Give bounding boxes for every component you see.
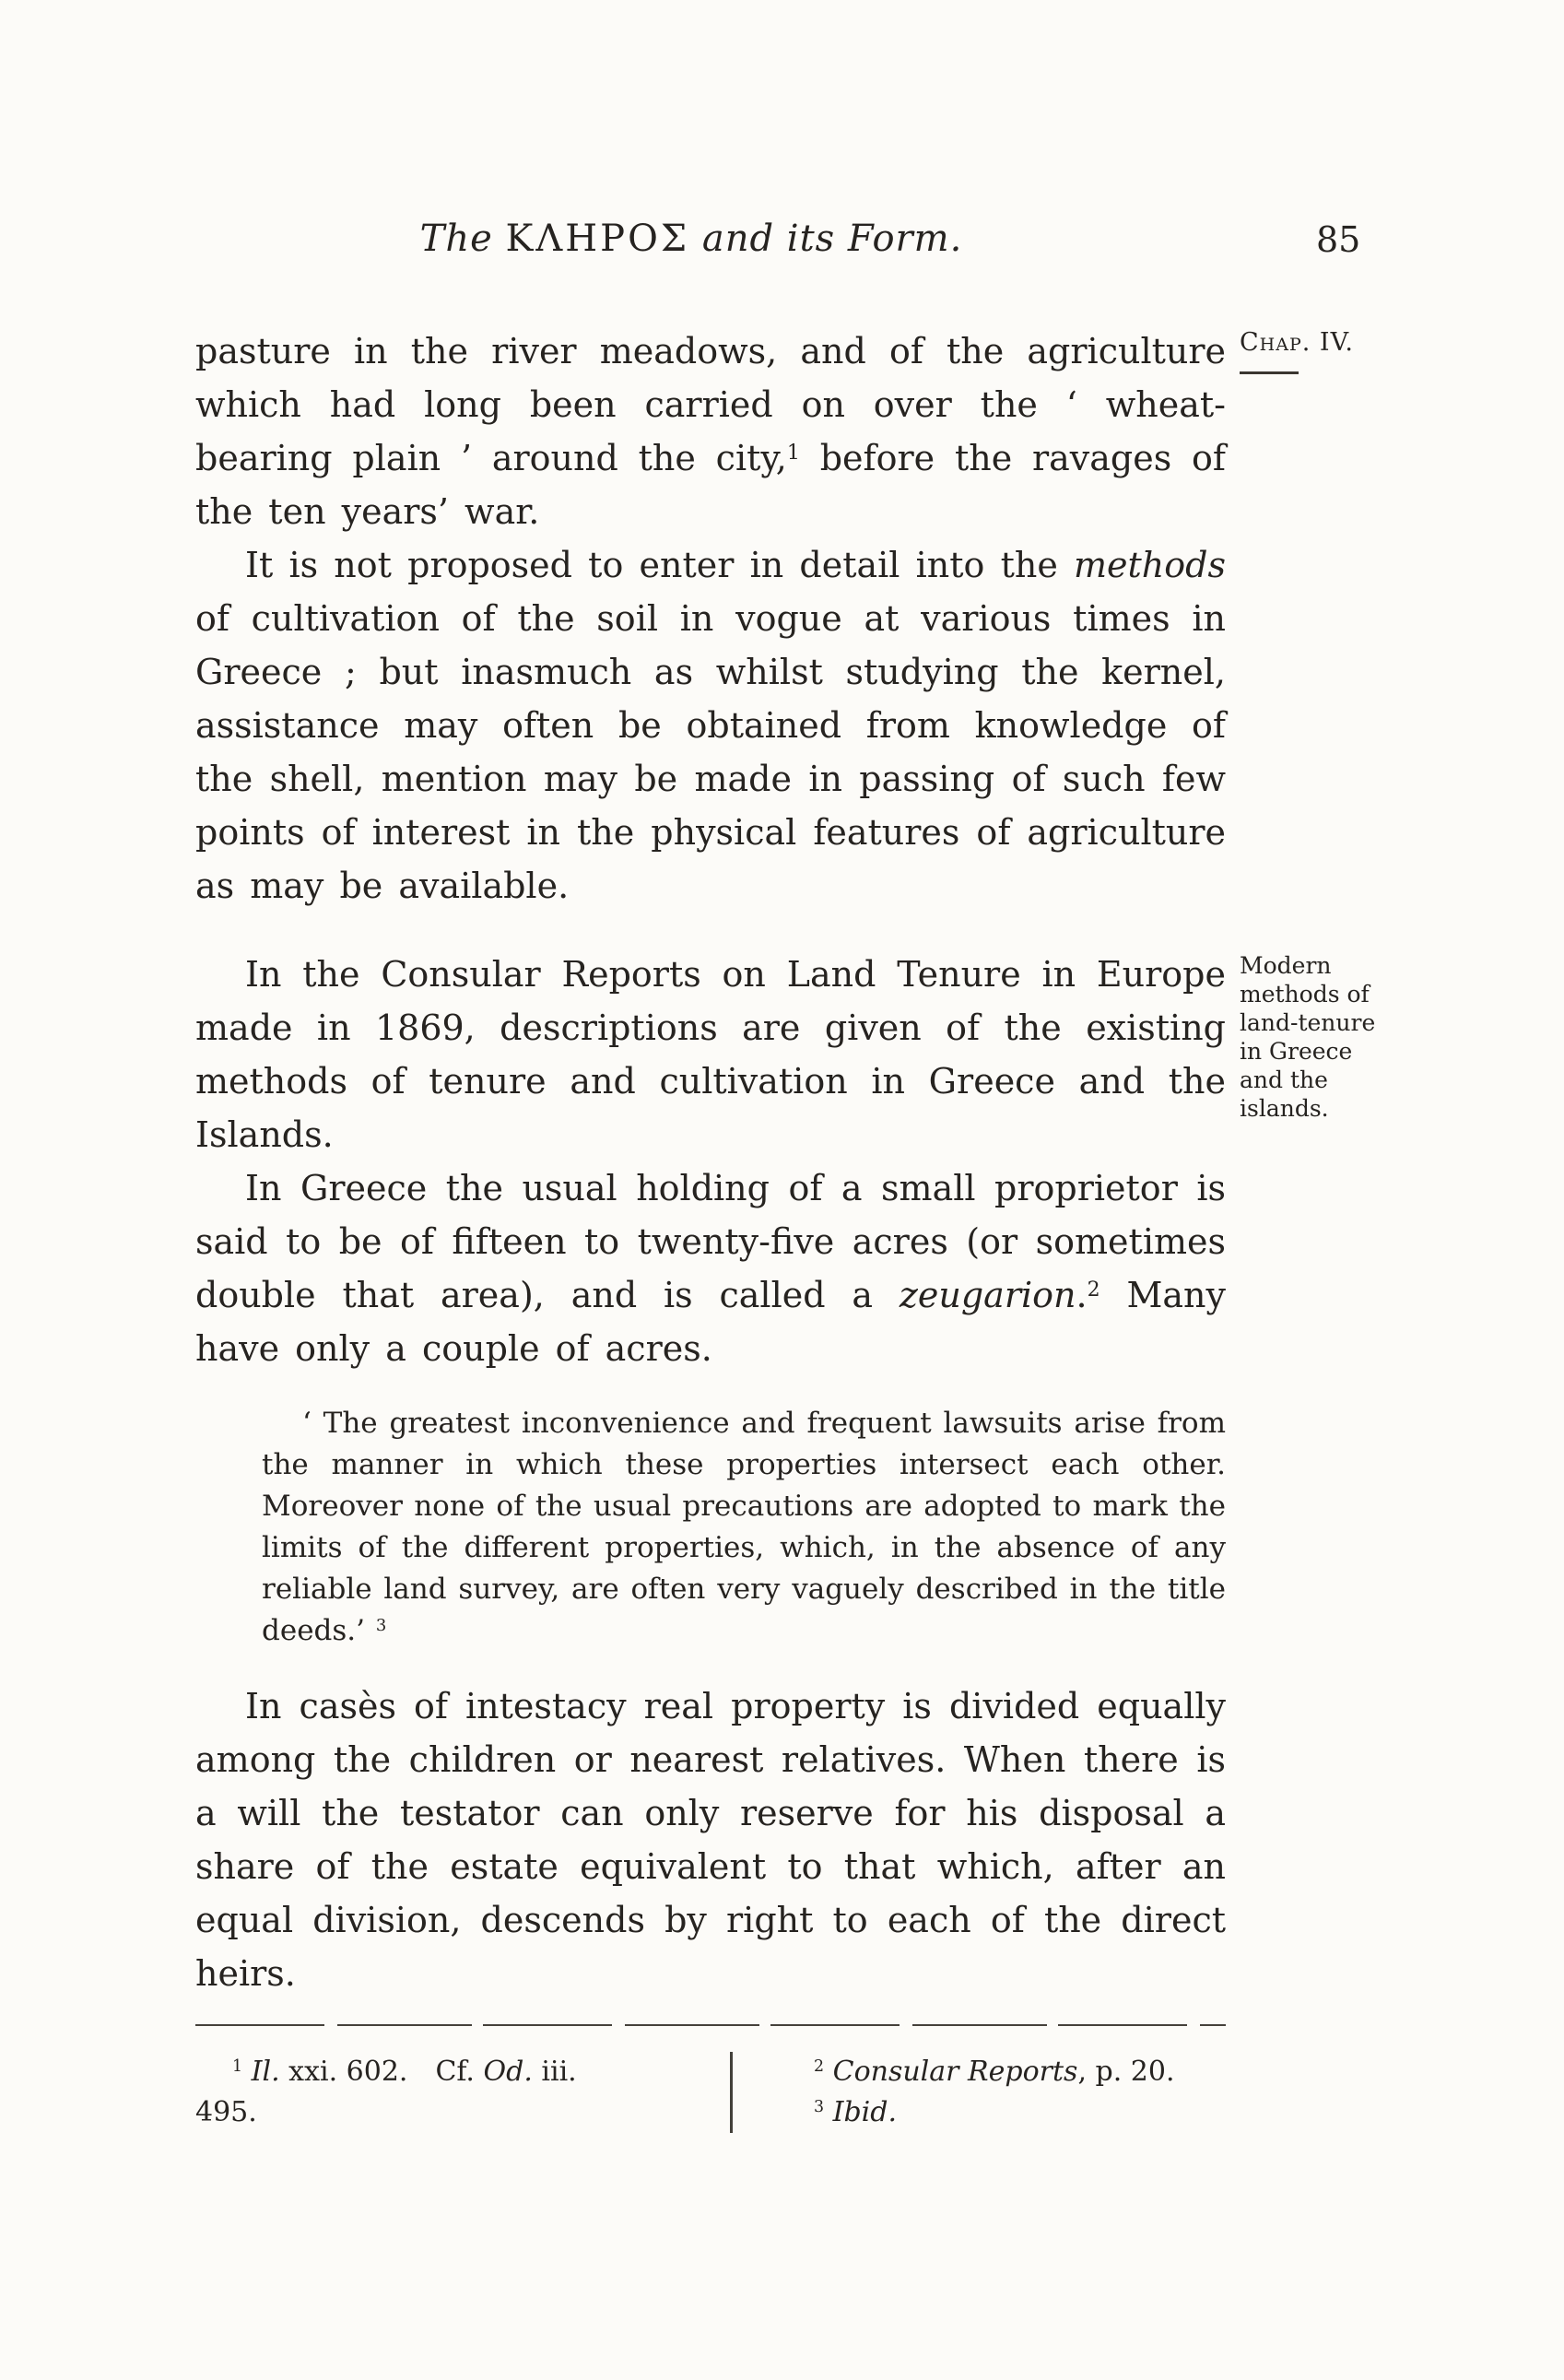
chapter-note xyxy=(1240,328,1396,374)
footnotes xyxy=(195,2024,1226,2133)
footnote-columns xyxy=(195,2052,1226,2133)
footnote-line: $^2$ Consular Reports, p. 20. xyxy=(814,2056,1175,2088)
page-title: The ΚΛΗΡΟΣ and its Form. xyxy=(419,218,963,260)
paragraph-zeugarion: In Greece the usual holding of a small proprietor is said to be of fifteen to twenty-five acres (or sometimes double that area), and is called a zeugarion.$^2$ Many have only a couple of acres. xyxy=(195,1168,1226,1369)
footnote-rule xyxy=(195,2024,1226,2026)
paragraph-methods: It is not proposed to enter in detail into the methods of cultivation of the soil in vogue at various times in Greece ; but inasmuch as whilst studying the kernel, assistance may often be obtained from knowledge of the shell, mention may be made in passing of such few points of interest in the physical features of agriculture as may be available. xyxy=(195,545,1226,906)
footnote-right xyxy=(730,2052,1226,2133)
chapter-label: Chap. IV. xyxy=(1240,328,1354,357)
paragraph-intestacy: In casès of intestacy real property is divided equally among the children or nearest relatives. When there is a will the testator can only reserve for his disposal a share of the estate equivalent to that which, after an equal division, descends by right to each of the direct heirs. xyxy=(195,1686,1226,1994)
paragraph-pasture: pasture in the river meadows, and of the agriculture which had long been carried on over the ‘ wheat-bearing plain ’ around the city,$^1$ before the ravages of the ten years’ war. xyxy=(195,331,1226,532)
paragraph-consular-reports: In the Consular Reports on Land Tenure in Europe made in 1869, descriptions are given of the existing methods of tenure and cultivation in Greece and the Islands. xyxy=(195,954,1226,1155)
footnote-line: $^1$ Il. xxi. 602. Cf. Od. iii. xyxy=(232,2056,577,2088)
text-column xyxy=(195,324,1226,2000)
footnote-left xyxy=(195,2052,730,2133)
side-note: Modern methods of land-tenure in Greece and the islands. xyxy=(1240,952,1376,1122)
paragraph-quote: ‘ The greatest inconvenience and frequent lawsuits arise from the manner in which these properties intersect each other. Moreover none of the usual precautions are adopted to mark the limits of the different properties, which, in the absence of any reliable land survey, are often very vaguely described in the title deeds.’ $^3$ xyxy=(262,1407,1226,1647)
page-number: 85 xyxy=(1316,219,1361,260)
chapter-rule xyxy=(1240,371,1299,374)
footnote-line: 495. xyxy=(195,2096,257,2128)
footnote-line: $^3$ Ibid. xyxy=(814,2096,898,2128)
